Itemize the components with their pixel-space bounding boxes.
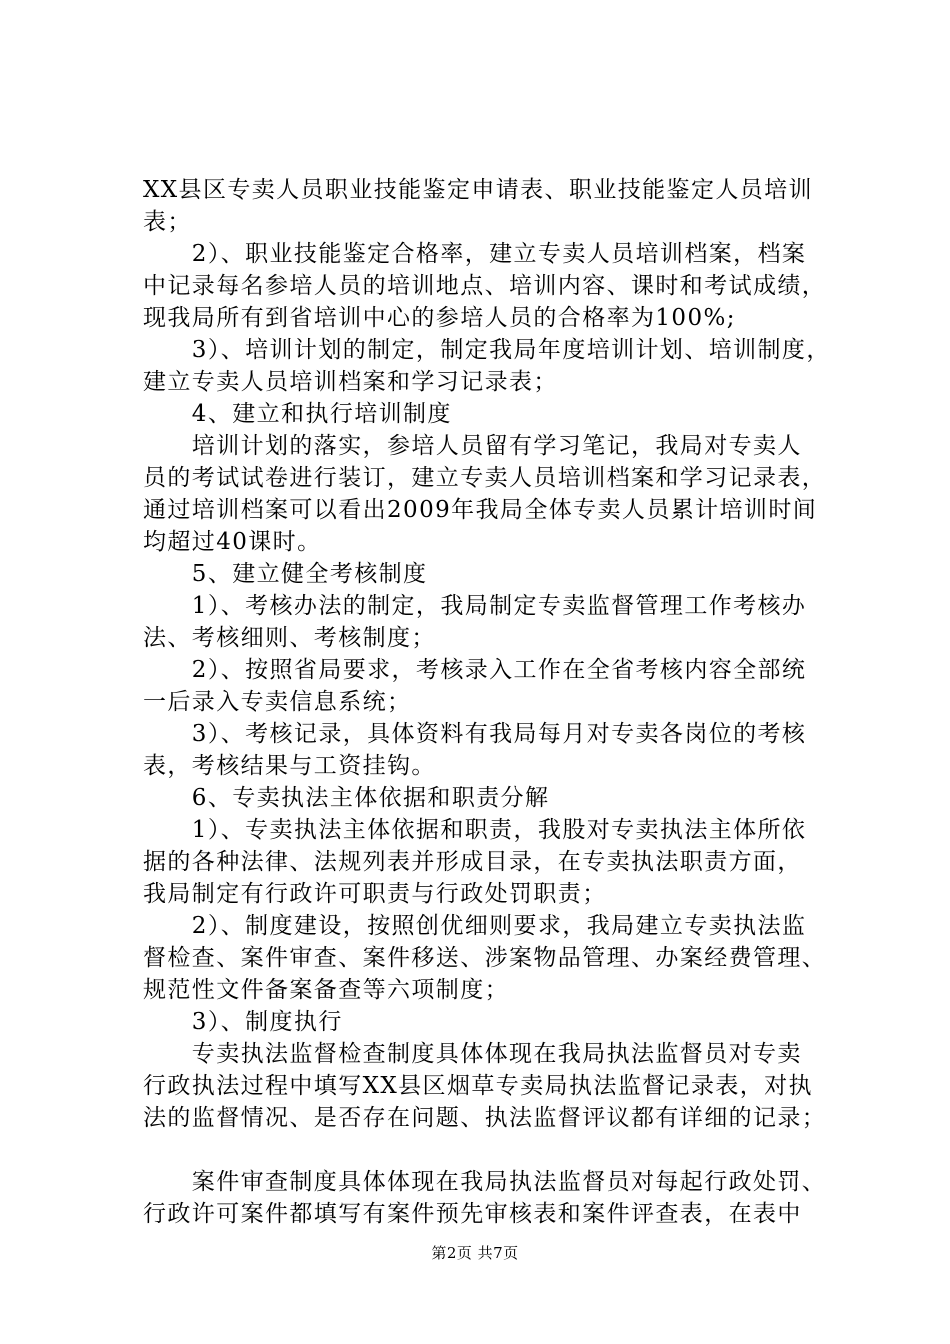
text-line: 1）、专卖执法主体依据和职责，我股对专卖执法主体所依 [143,817,807,843]
text-line: 表，考核结果与工资挂钩。 [143,753,436,779]
paragraph-gap [143,1134,843,1166]
text-line: 督检查、案件审查、案件移送、涉案物品管理、办案经费管理、 [143,945,827,971]
text-line: 建立专卖人员培训档案和学习记录表； [143,369,558,395]
page-indicator: 第2页 共7页 [431,1244,519,1262]
text-line: 一后录入专卖信息系统； [143,689,412,715]
text-line: 员的考试试卷进行装订，建立专卖人员培训档案和学习记录表， [143,465,827,491]
text-line: 现我局所有到省培训中心的参培人员的合格率为100%; [143,305,736,331]
page-footer [0,1243,950,1263]
text-line: 案件审查制度具体体现在我局执法监督员对每起行政处罚、 [143,1169,827,1195]
text-line: 2）、职业技能鉴定合格率，建立专卖人员培训档案，档案 [143,241,807,267]
text-line: 行政执法过程中填写XX县区烟草专卖局执法监督记录表，对执 [143,1073,813,1099]
text-line: 我局制定有行政许可职责与行政处罚职责； [143,881,607,907]
text-line: 专卖执法监督检查制度具体体现在我局执法监督员对专卖 [143,1041,802,1067]
section-heading: 5、建立健全考核制度 [143,561,428,587]
section-heading: 4、建立和执行培训制度 [143,401,452,427]
document-body [143,174,843,1230]
text-line: 通过培训档案可以看出2009年我局全体专卖人员累计培训时间 [143,497,818,523]
text-line: XX县区专卖人员职业技能鉴定申请表、职业技能鉴定人员培训 [143,177,813,203]
text-line: 中记录每名参培人员的培训地点、培训内容、课时和考试成绩， [143,273,827,299]
text-line: 1）、考核办法的制定，我局制定专卖监督管理工作考核办 [143,593,807,619]
text-line: 规范性文件备案备查等六项制度； [143,977,509,1003]
text-line: 行政许可案件都填写有案件预先审核表和案件评查表，在表中 [143,1201,802,1227]
text-line: 2）、按照省局要求，考核录入工作在全省考核内容全部统 [143,657,807,683]
text-line: 法、考核细则、考核制度； [143,625,436,651]
text-line: 培训计划的落实，参培人员留有学习笔记，我局对专卖人 [143,433,802,459]
text-line: 均超过40课时。 [143,529,322,555]
section-heading: 6、专卖执法主体依据和职责分解 [143,785,550,811]
text-line: 3）、制度执行 [143,1009,343,1035]
text-line: 3）、考核记录，具体资料有我局每月对专卖各岗位的考核 [143,721,807,747]
text-line: 2）、制度建设，按照创优细则要求，我局建立专卖执法监 [143,913,807,939]
text-line: 据的各种法律、法规列表并形成目录，在专卖执法职责方面， [143,849,802,875]
text-line: 3）、培训计划的制定，制定我局年度培训计划、培训制度， [143,337,831,363]
text-line: 法的监督情况、是否存在问题、执法监督评议都有详细的记录； [143,1105,827,1131]
text-line: 表； [143,209,192,235]
